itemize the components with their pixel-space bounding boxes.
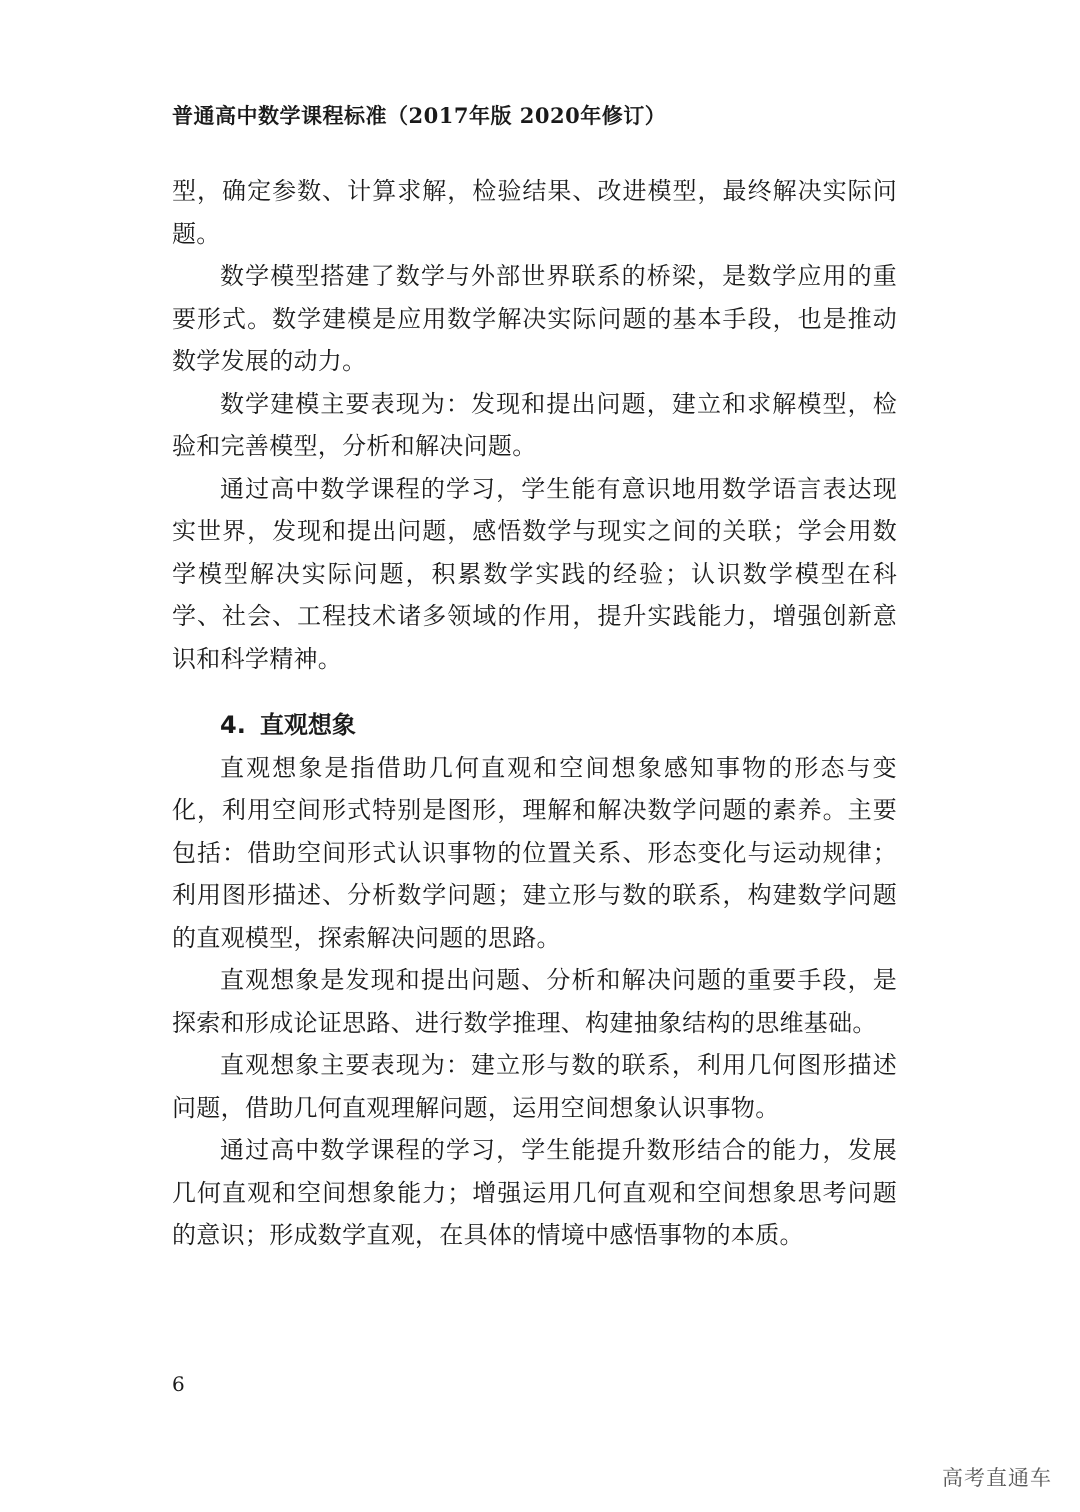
- paragraph: 通过高中数学课程的学习，学生能提升数形结合的能力，发展几何直观和空间想象能力；增强运用几何直观和空间想象思考问题的意识；形成数学直观，在具体的情境中感悟事物的本质。: [172, 1136, 897, 1249]
- page-number: 6: [172, 1372, 185, 1396]
- body-text: [172, 170, 897, 1257]
- page-header-title: 普通高中数学课程标准（2017年版 2020年修订）: [172, 103, 667, 128]
- paragraph: 数学建模主要表现为：发现和提出问题，建立和求解模型，检验和完善模型，分析和解决问题。: [172, 389, 897, 460]
- paragraph: 直观想象是指借助几何直观和空间想象感知事物的形态与变化，利用空间形式特别是图形，理解和解决数学问题的素养。主要包括：借助空间形式认识事物的位置关系、形态变化与运动规律；利用图形描述、分析数学问题；建立形与数的联系，构建数学问题的直观模型，探索解决问题的思路。: [172, 753, 897, 952]
- paragraph: 直观想象是发现和提出问题、分析和解决问题的重要手段，是探索和形成论证思路、进行数学推理、构建抽象结构的思维基础。: [172, 966, 897, 1037]
- section-number: 4.: [220, 711, 246, 739]
- paragraph: 通过高中数学课程的学习，学生能有意识地用数学语言表达现实世界，发现和提出问题，感悟数学与现实之间的关联；学会用数学模型解决实际问题，积累数学实践的经验；认识数学模型在科学、社会、工程技术诸多领域的作用，提升实践能力，增强创新意识和科学精神。: [172, 474, 897, 673]
- paragraph-continued: 型，确定参数、计算求解，检验结果、改进模型，最终解决实际问题。: [172, 177, 897, 248]
- paragraph: 直观想象主要表现为：建立形与数的联系，利用几何图形描述问题，借助几何直观理解问题，运用空间想象认识事物。: [172, 1051, 897, 1122]
- paragraph: 数学模型搭建了数学与外部世界联系的桥梁，是数学应用的重要形式。数学建模是应用数学解决实际问题的基本手段，也是推动数学发展的动力。: [172, 262, 897, 375]
- watermark: 高考直通车: [942, 1466, 1052, 1490]
- section-title: 直观想象: [259, 711, 356, 739]
- section-heading: [172, 704, 897, 747]
